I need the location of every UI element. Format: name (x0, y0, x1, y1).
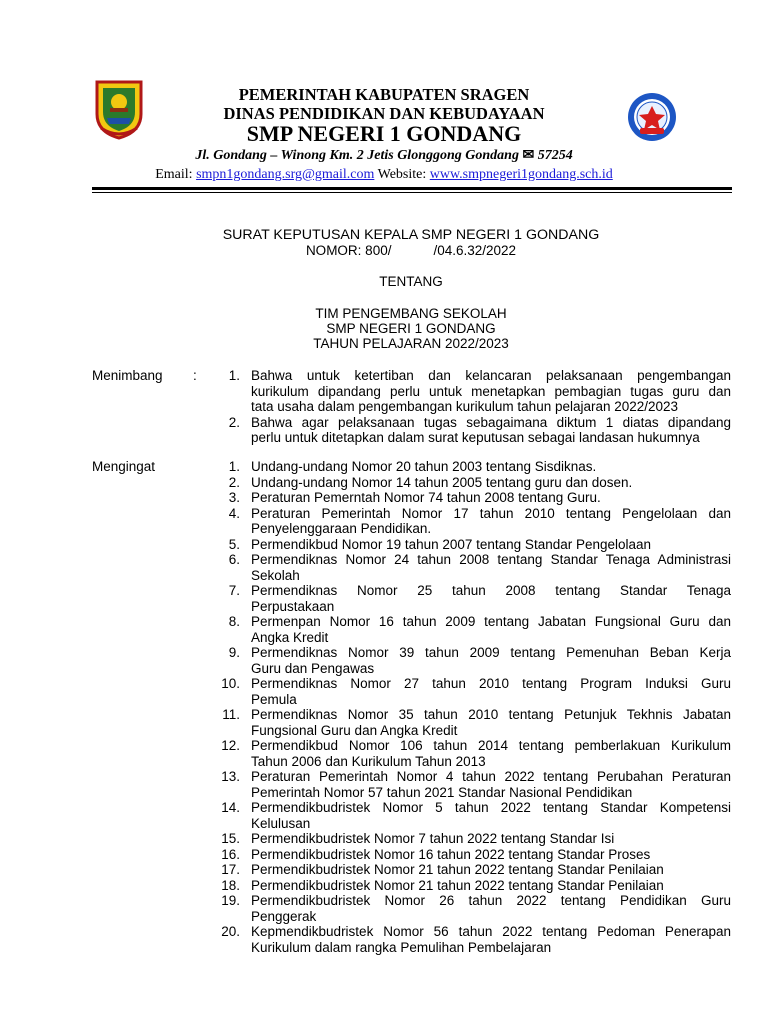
list-item-text: Permendikbud Nomor 106 tahun 2014 tentang pemberlakuan Kurikulum (251, 738, 731, 753)
list-item-text: kurikulum dipandang perlu untuk menetapkan pembagian tugas guru dan (251, 383, 731, 399)
list-item-number: 1. (228, 368, 240, 383)
list-item-number: 6. (228, 552, 240, 567)
list-item-text: Kepmendikbudristek Nomor 56 tahun 2022 tentang Pedoman Penerapan (251, 924, 731, 939)
postal-code: 57254 (537, 148, 573, 163)
website-link[interactable]: www.smpnegeri1gondang.sch.id (429, 167, 613, 182)
list-item-number: 14. (221, 800, 240, 815)
menimbang-label: Menimbang (92, 368, 163, 383)
decree-subject-3: TAHUN PELAJARAN 2022/2023 (313, 336, 509, 351)
list-item-text: Pemerintah Nomor 57 tahun 2021 Standar Nasional Pendidikan (251, 784, 633, 800)
address-text: Jl. Gondang – Winong Km. 2 Jetis Glonggong Gondang (195, 148, 519, 163)
letterhead-government: PEMERINTAH KABUPATEN SRAGEN (238, 85, 530, 104)
list-item-number: 18. (221, 877, 240, 893)
list-item-text: Permendiknas Nomor 25 tahun 2008 tentang Standar Tenaga (251, 583, 731, 598)
list-item-number: 4. (228, 505, 240, 521)
list-item-number: 13. (221, 769, 240, 784)
list-item-number: 15. (221, 831, 240, 846)
list-item-text: Permendikbud Nomor 19 tahun 2007 tentang Standar Pengelolaan (251, 536, 652, 552)
list-item-number: 2. (228, 474, 240, 490)
list-item-text: Pemula (251, 691, 297, 707)
list-item-text: Sekolah (251, 567, 300, 583)
list-item-text: Bahwa untuk ketertiban dan kelancaran pelaksanaan pengembangan (251, 368, 731, 383)
list-item-number: 12. (221, 738, 240, 753)
decree-number-value: /04.6.32/2022 (433, 243, 517, 258)
decree-number (0, 243, 768, 258)
decree-subject-2: SMP NEGERI 1 GONDANG (326, 321, 496, 336)
list-item-text: Undang-undang Nomor 14 tahun 2005 tentang guru dan dosen. (251, 474, 633, 490)
letterhead-contact (0, 167, 768, 183)
letterhead-school-name: SMP NEGERI 1 GONDANG (246, 121, 522, 146)
decree-number-label: NOMOR: 800/ (305, 243, 392, 258)
email-label: Email: (155, 167, 193, 182)
letterhead-address (0, 147, 768, 164)
list-item-text: Angka Kredit (251, 629, 329, 645)
decree-subject-1: TIM PENGEMBANG SEKOLAH (315, 306, 507, 321)
list-item-text: Permendiknas Nomor 27 tahun 2010 tentang Program Induksi Guru (251, 676, 731, 691)
list-item-text: Penggerak (251, 908, 317, 924)
list-item-text: Bahwa agar pelaksanaan tugas sebagaimana diktum 1 diatas dipandang (251, 414, 731, 430)
list-item-text: Perpustakaan (251, 598, 335, 614)
list-item-text: tata usaha dalam pengembangan kurikulum tahun pelajaran 2022/2023 (251, 399, 679, 414)
list-item-text: perlu untuk ditetapkan dalam surat keputusan sebagai landasan hukumnya (251, 430, 700, 445)
list-item-text: Undang-undang Nomor 20 tahun 2003 tentang Sisdiknas. (251, 459, 597, 474)
list-item-number: 5. (228, 536, 240, 552)
list-item-number: 2. (228, 414, 240, 430)
list-item-text: Peraturan Pemerintah Nomor 4 tahun 2022 tentang Perubahan Peraturan (251, 769, 731, 784)
list-item-text: Permendikbudristek Nomor 21 tahun 2022 tentang Standar Penilaian (251, 862, 664, 877)
list-item-number: 10. (221, 676, 240, 691)
list-item-text: Permendikbudristek Nomor 26 tahun 2022 tentang Pendidikan Guru (251, 893, 731, 908)
list-item-text: Permendikbudristek Nomor 21 tahun 2022 tentang Standar Penilaian (251, 877, 664, 893)
list-item-text: Fungsional Guru dan Angka Kredit (251, 722, 458, 738)
list-item-text: Kelulusan (251, 815, 311, 831)
list-item-text: Permendikbudristek Nomor 16 tahun 2022 tentang Standar Proses (251, 846, 651, 862)
decree-heading: SURAT KEPUTUSAN KEPALA SMP NEGERI 1 GONDANG (222, 227, 600, 243)
letterhead-divider-thick (92, 187, 732, 190)
list-item-text: Permendikbudristek Nomor 5 tahun 2022 tentang Standar Kompetensi (251, 800, 731, 815)
decree-tentang: TENTANG (379, 274, 443, 289)
list-item-number: 7. (228, 583, 240, 598)
list-item-text: Peraturan Pemerntah Nomor 74 tahun 2008 tentang Guru. (251, 490, 601, 505)
email-link[interactable]: smpn1gondang.srg@gmail.com (196, 167, 375, 182)
letterhead-department: DINAS PENDIDIKAN DAN KEBUDAYAAN (223, 104, 545, 123)
list-item-text: Peraturan Pemerintah Nomor 17 tahun 2010 tentang Pengelolaan dan (251, 505, 731, 521)
list-item-number: 17. (221, 862, 240, 877)
list-item-number: 19. (221, 893, 240, 908)
website-label: Website: (377, 167, 427, 182)
list-item-number: 20. (221, 924, 240, 939)
list-item-number: 1. (228, 459, 240, 474)
list-item-text: Permendiknas Nomor 35 tahun 2010 tentang Petunjuk Tekhnis Jabatan (251, 707, 731, 722)
list-item-number: 16. (221, 846, 240, 862)
mengingat-label: Mengingat (92, 459, 156, 474)
menimbang-colon: : (193, 368, 197, 383)
letterhead-divider-thin (92, 192, 732, 193)
envelope-icon: ✉ (522, 148, 535, 163)
list-item-text: Permenpan Nomor 16 tahun 2009 tentang Jabatan Fungsional Guru dan (251, 614, 731, 629)
list-item-number: 11. (222, 707, 240, 722)
list-item-number: 3. (228, 490, 240, 505)
list-item-text: Tahun 2006 dan Kurikulum Tahun 2013 (251, 753, 486, 769)
list-item-text: Kurikulum dalam rangka Pemulihan Pembelajaran (251, 939, 552, 955)
list-item-number: 8. (228, 614, 240, 629)
list-item-text: Guru dan Pengawas (251, 660, 375, 676)
list-item-text: Penyelenggaraan Pendidikan. (251, 521, 432, 536)
list-item-number: 9. (228, 645, 240, 660)
list-item-text: Permendikbudristek Nomor 7 tahun 2022 tentang Standar Isi (251, 831, 615, 846)
list-item-text: Permendiknas Nomor 24 tahun 2008 tentang Standar Tenaga Administrasi (251, 552, 731, 567)
list-item-text: Permendiknas Nomor 39 tahun 2009 tentang Pemenuhan Beban Kerja (251, 645, 731, 660)
